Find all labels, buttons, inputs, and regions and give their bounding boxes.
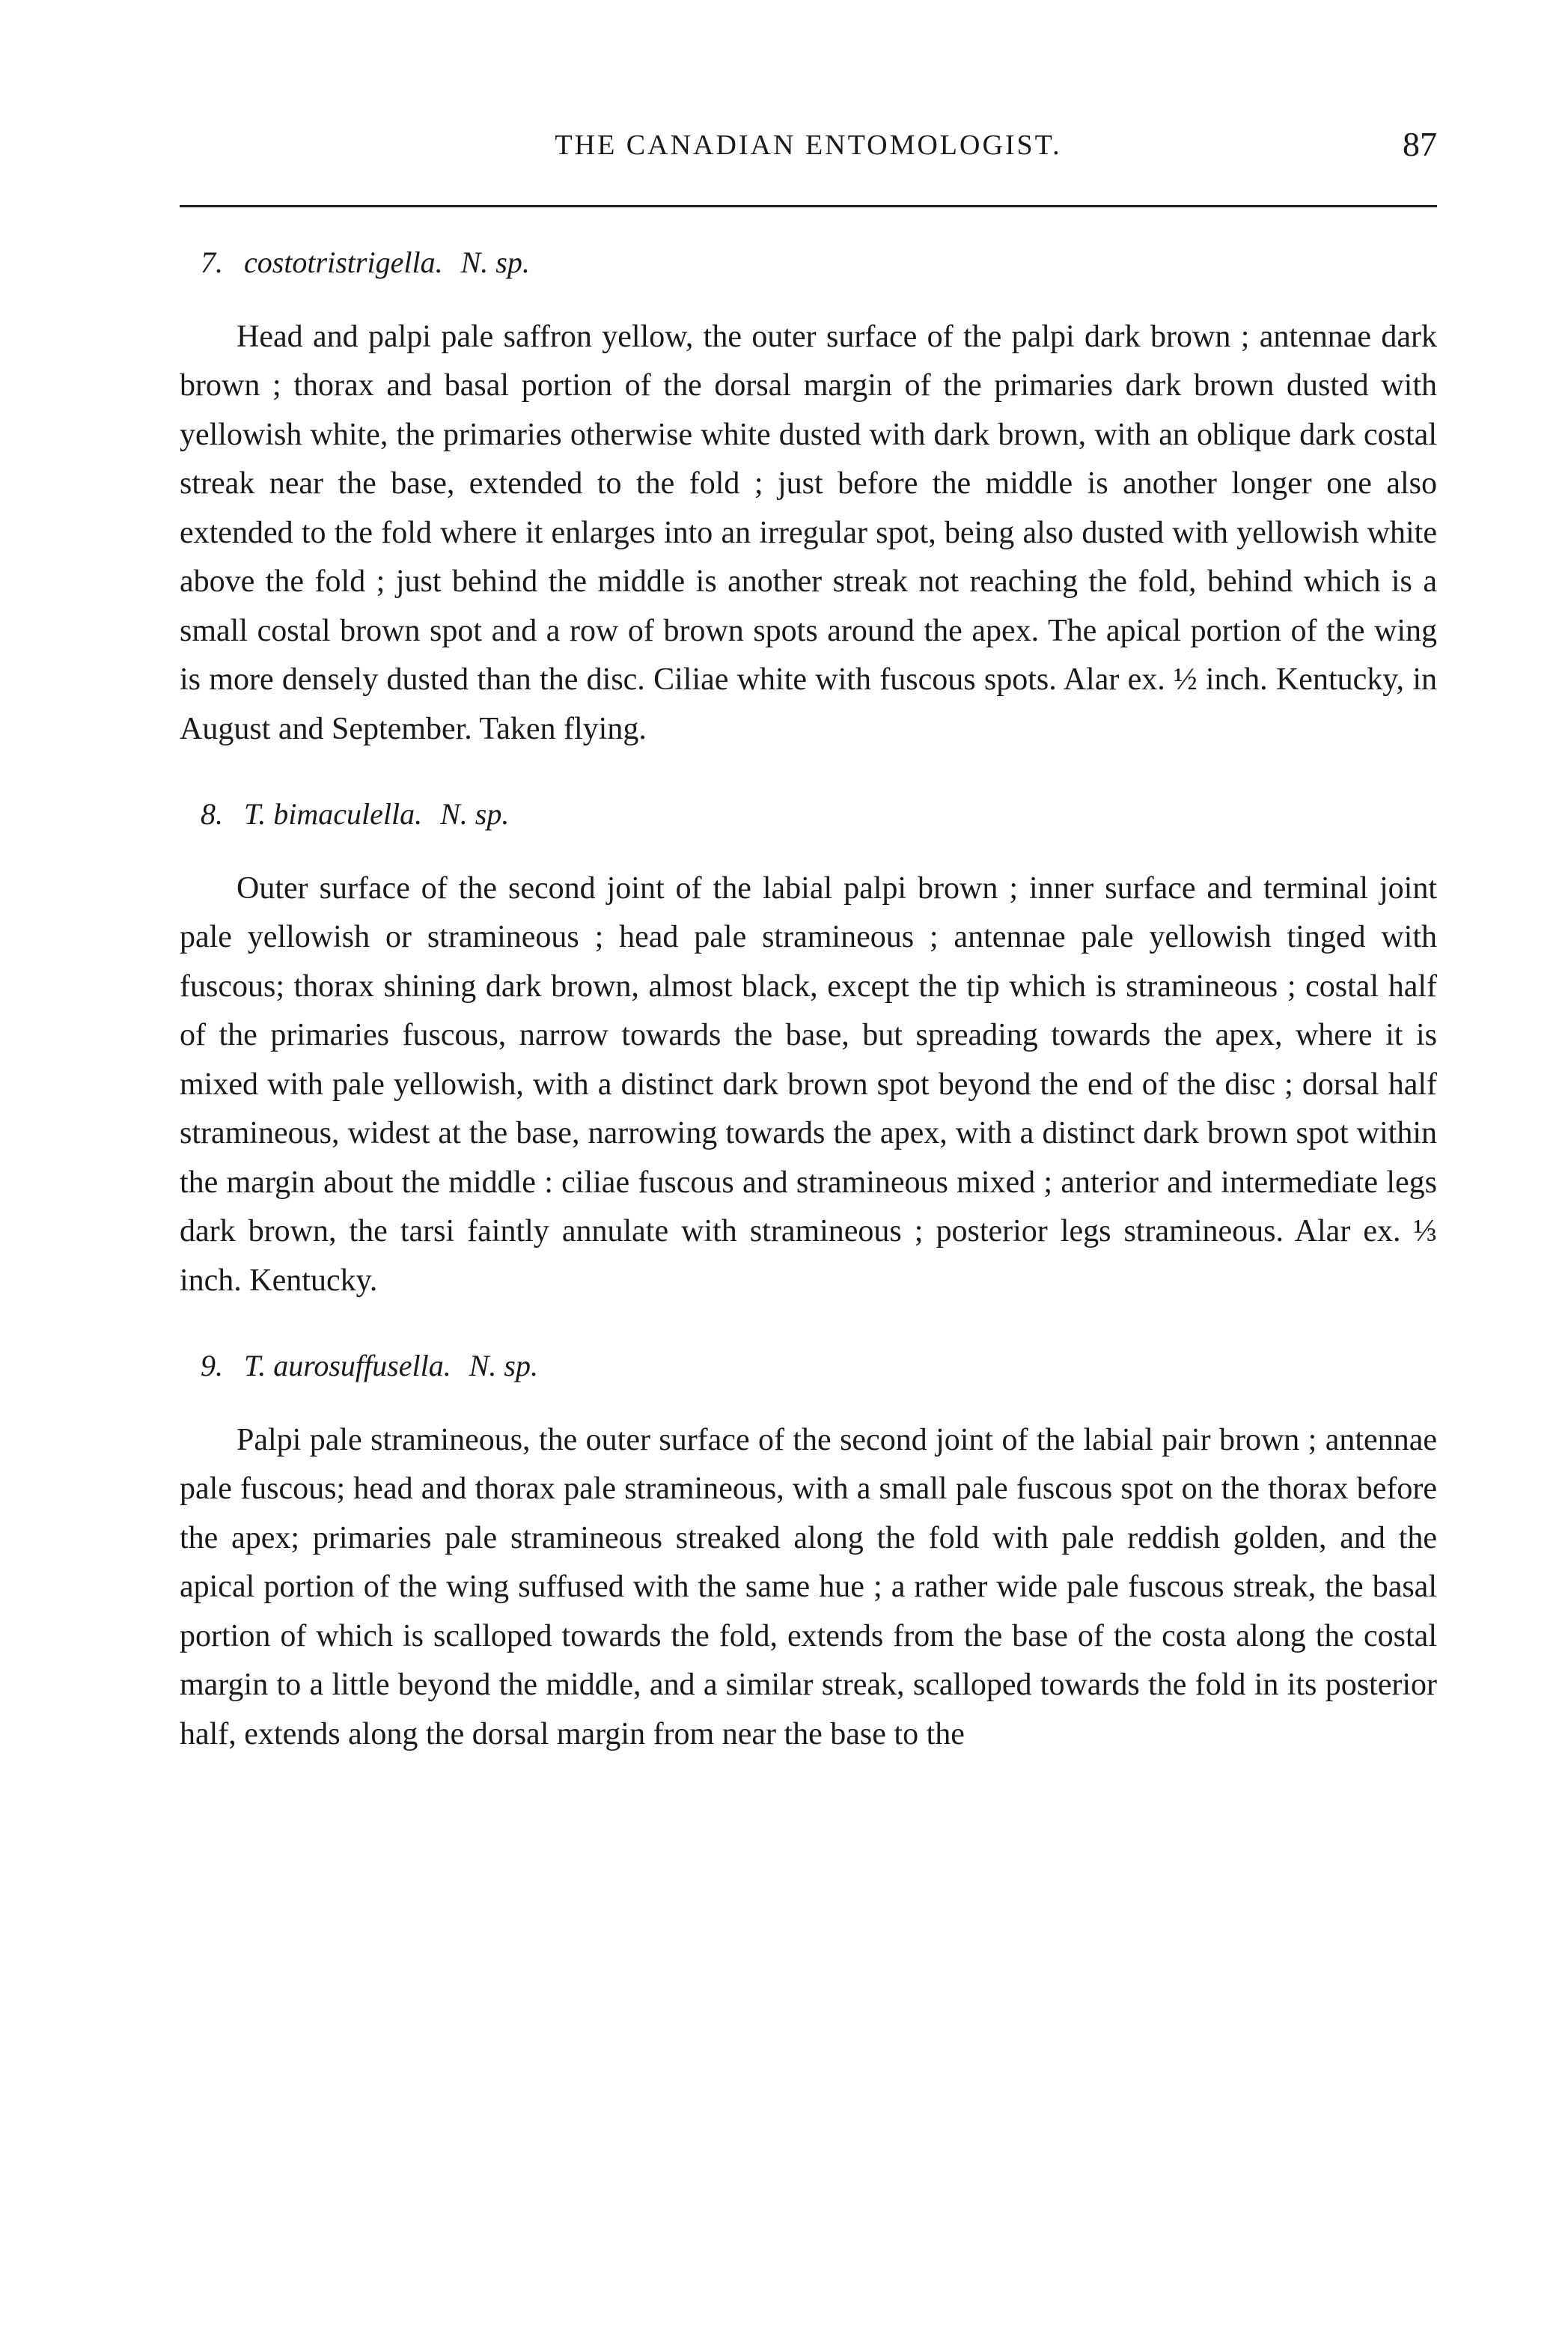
- species-heading: [180, 790, 1437, 839]
- header-rule: [180, 205, 1437, 207]
- species-note: N. sp.: [469, 1349, 538, 1382]
- species-description: Head and palpi pale saffron yellow, the outer surface of the palpi dark brown ; antennae dark brown ; thorax and basal portion of the dorsal margin of the primaries dark brown dusted with yellowish white, the primaries otherwise white dusted with dark brown, with an oblique dark costal streak near the base, extended to the fold ; just before the middle is another longer one also extended to the fold where it enlarges into an irregular spot, being also dusted with yellowish white above the fold ; just behind the middle is another streak not reaching the fold, behind which is a small costal brown spot and a row of brown spots around the apex. The apical portion of the wing is more densely dusted than the disc. Ciliae white with fuscous spots. Alar ex. ½ inch. Kentucky, in August and September. Taken flying.: [180, 319, 1437, 746]
- running-title: THE CANADIAN ENTOMOLOGIST.: [555, 129, 1062, 161]
- species-name: T. bimaculella.: [244, 797, 423, 831]
- species-note: N. sp.: [460, 246, 530, 279]
- species-heading: [180, 1341, 1437, 1391]
- species-note: N. sp.: [440, 797, 510, 831]
- species-name: T. aurosuffusella.: [244, 1349, 451, 1382]
- species-number: 8.: [201, 797, 223, 831]
- body-text: [180, 238, 1437, 1759]
- page-number: 87: [1403, 125, 1437, 163]
- species-description: Palpi pale stramineous, the outer surface of the second joint of the labial pair brown ; antennae pale fuscous; head and thorax pale stramineous, with a small pale fuscous spot on the thorax before the apex; primaries pale stramineous streaked along the fold with pale reddish golden, and the apical portion of the wing suffused with the same hue ; a rather wide pale fuscous streak, the basal portion of which is scalloped towards the fold, extends from the base of the costa along the costal margin to a little beyond the middle, and a similar streak, scalloped towards the fold in its posterior half, extends along the dorsal margin from near the base to the: [180, 1422, 1437, 1751]
- species-name: costotristrigella.: [244, 246, 443, 279]
- species-number: 7.: [201, 246, 223, 279]
- running-header: [180, 120, 1437, 172]
- species-number: 9.: [201, 1349, 223, 1382]
- species-heading: [180, 238, 1437, 287]
- species-description: Outer surface of the second joint of the labial palpi brown ; inner surface and terminal joint pale yellowish or stramineous ; head pale stramineous ; antennae pale yellowish tinged with fuscous; thorax shining dark brown, almost black, except the tip which is stramineous ; costal half of the primaries fuscous, narrow towards the base, but spreading towards the apex, where it is mixed with pale yellowish, with a distinct dark brown spot beyond the end of the disc ; dorsal half stramineous, widest at the base, narrowing towards the apex, with a distinct dark brown spot within the margin about the middle : ciliae fuscous and stramineous mixed ; anterior and intermediate legs dark brown, the tarsi faintly annulate with stramineous ; posterior legs stramineous. Alar ex. ⅓ inch. Kentucky.: [180, 870, 1437, 1298]
